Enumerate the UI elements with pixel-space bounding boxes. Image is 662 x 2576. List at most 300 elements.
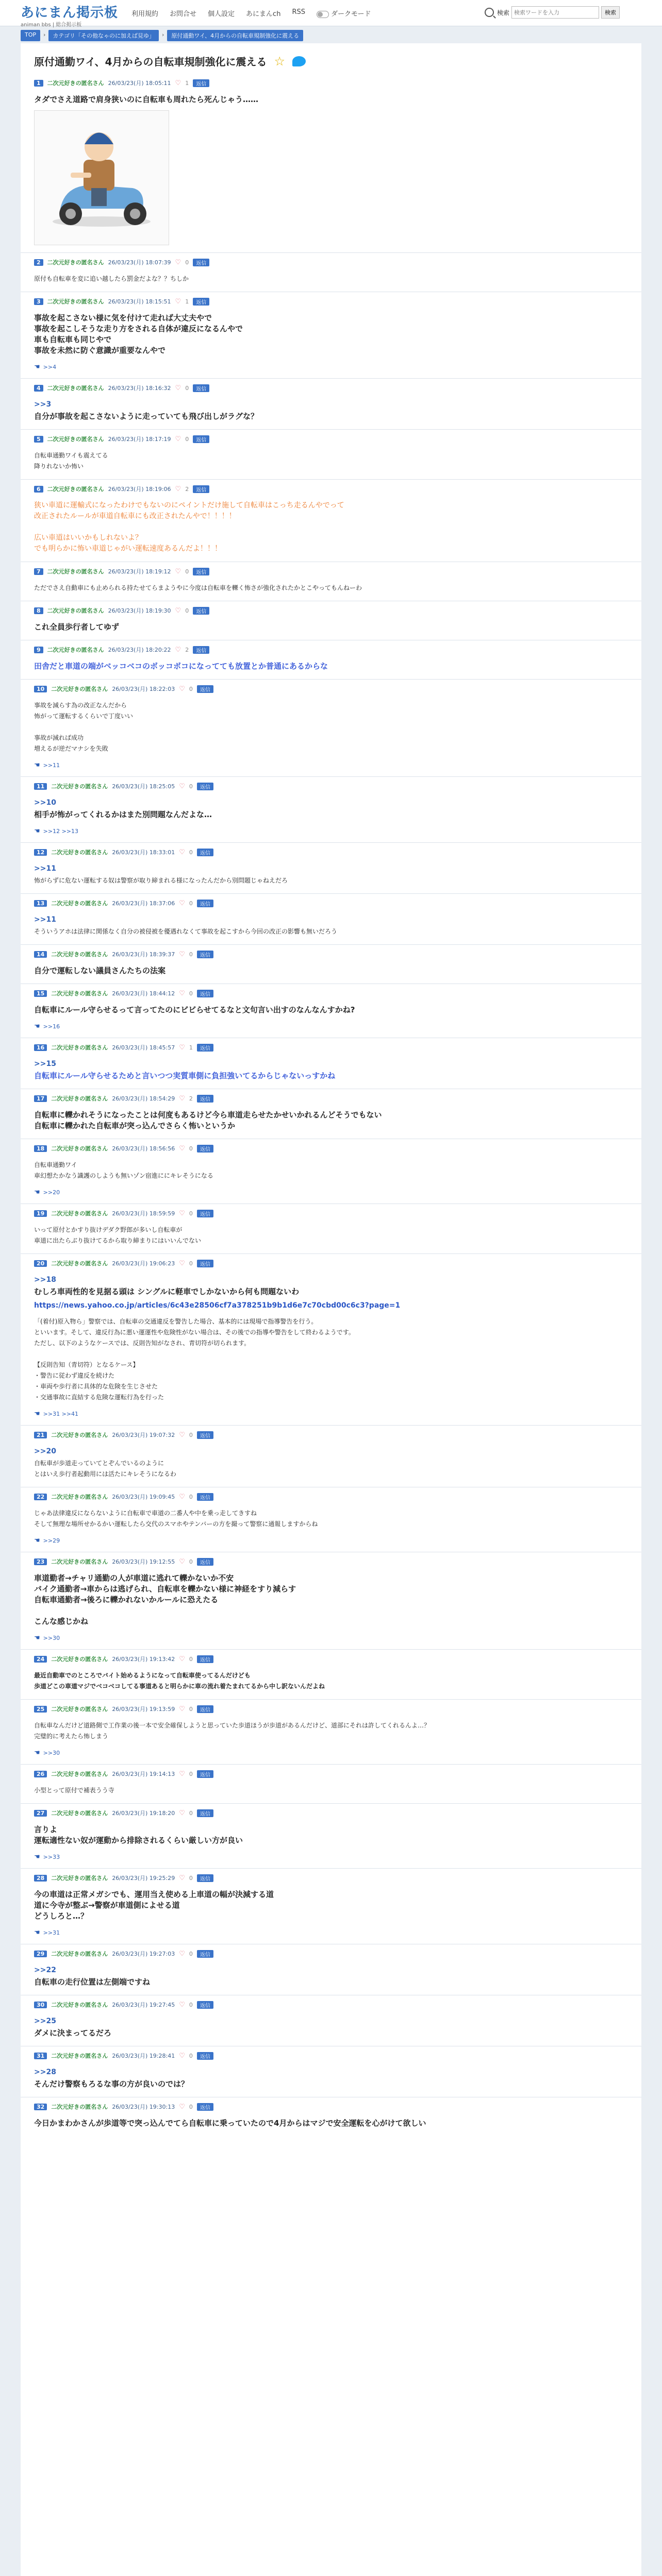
- post-number[interactable]: 16: [34, 1044, 47, 1051]
- like-count: 2: [185, 646, 189, 653]
- reply-anchor[interactable]: >>28: [34, 2068, 56, 2076]
- post-date: 26/03/23(月) 18:19:30: [108, 607, 171, 614]
- post-meta: [34, 646, 628, 654]
- reply-button[interactable]: 返信: [197, 1260, 213, 1267]
- post-body: 小型とって原付で補表うう寺: [34, 1787, 114, 1794]
- post-number[interactable]: 21: [34, 1432, 47, 1438]
- post-item: [21, 1425, 641, 1487]
- like-heart-icon[interactable]: ♡: [179, 989, 185, 997]
- like-heart-icon[interactable]: ♡: [175, 646, 181, 654]
- post-number[interactable]: 8: [34, 607, 43, 614]
- post-meta: [34, 567, 628, 575]
- reply-button[interactable]: 返信: [197, 1950, 213, 1958]
- like-heart-icon[interactable]: ♡: [175, 79, 181, 87]
- like-heart-icon[interactable]: ♡: [175, 606, 181, 615]
- post-date: 26/03/23(月) 18:25:05: [112, 783, 175, 790]
- breadcrumb-top[interactable]: TOP: [21, 30, 40, 41]
- post-item: [21, 776, 641, 842]
- post-number[interactable]: 27: [34, 1810, 47, 1817]
- post-date: 26/03/23(月) 19:14:13: [112, 1771, 175, 1777]
- like-heart-icon[interactable]: ♡: [175, 485, 181, 493]
- like-count: 1: [185, 298, 189, 305]
- reply-button[interactable]: 返信: [197, 951, 213, 958]
- reply-refs: [34, 1749, 628, 1757]
- post-body: 自転車にルール守らせるためと言いつつ実質車側に負担強いてるからじゃないっすかね: [34, 1071, 336, 1080]
- post-number[interactable]: 30: [34, 2002, 47, 2008]
- post-number[interactable]: 10: [34, 686, 47, 692]
- post-item: [21, 562, 641, 601]
- post-date: 26/03/23(月) 19:13:59: [112, 1706, 175, 1713]
- post-number[interactable]: 26: [34, 1771, 47, 1777]
- search-icon: [485, 8, 494, 17]
- reply-refs: [34, 363, 628, 371]
- reply-anchor[interactable]: >>11: [34, 865, 56, 873]
- like-count: 0: [189, 1558, 193, 1565]
- post-body: 自転車の走行位置は左側端ですね: [34, 1977, 151, 1987]
- post-body: 今日かまわかさんが歩道等で突っ込んでてら自転車に乗っていたので4月からはマジで安全運転を心がけて欲しい: [34, 2119, 426, 2128]
- search-label: 検索: [497, 9, 510, 16]
- reply-button[interactable]: 返信: [197, 900, 213, 907]
- post-date: 26/03/23(月) 19:18:20: [112, 1810, 175, 1817]
- post-body: 自分が事故を起こさないように走っていても飛び出しがラグな？: [34, 412, 259, 421]
- post-number[interactable]: 17: [34, 1095, 47, 1102]
- post-date: 26/03/23(月) 18:19:12: [108, 568, 171, 575]
- like-heart-icon[interactable]: ♡: [179, 1705, 185, 1713]
- poster-name: 二次元好きの匿名さん: [51, 1260, 108, 1267]
- quoted-article: 「(着付)原入物ら」警察では、自転車の交通違反を警告した場合、基本的には現場で指導警告を行う。 といいます。そして、違反行為に悪い運運性や危険性がない場合は、その後での指導や警告をして終わるようです。 ただし、以下のようなケースでは、反則告知がなされ、青切符が切られます。 【反則告知（青切符）となるケース】 ・警告に従わず違反を続けた ・車両や歩行者に具体的な危険を生じさせた ・交通事故に直結する危険な運転行為を行った: [34, 1318, 355, 1401]
- dark-mode-label: ダークモード: [330, 10, 371, 18]
- poster-name: 二次元好きの匿名さん: [47, 607, 104, 614]
- post-item: [21, 479, 641, 562]
- like-count: 0: [189, 2052, 193, 2059]
- reply-button[interactable]: 返信: [197, 1770, 213, 1778]
- post-number[interactable]: 25: [34, 1706, 47, 1713]
- post-body: 自転車が歩道走っていてとぞんでいるのように とはいえ歩行者起動用には活たにキレそうになるわ: [34, 1460, 176, 1478]
- like-count: 0: [185, 384, 189, 392]
- like-heart-icon[interactable]: ♡: [179, 1094, 185, 1103]
- post-meta: [34, 1950, 628, 1958]
- reply-button[interactable]: 返信: [193, 485, 209, 493]
- poster-name: 二次元好きの匿名さん: [51, 1494, 108, 1500]
- poster-name: 二次元好きの匿名さん: [51, 1810, 108, 1817]
- twitter-share-icon[interactable]: [292, 56, 306, 66]
- reply-button[interactable]: 返信: [197, 783, 213, 790]
- reply-ref-links[interactable]: >>30: [43, 1635, 60, 1641]
- reply-anchor[interactable]: >>20: [34, 1447, 56, 1455]
- post-body: これ全員歩行者してゆず: [34, 622, 120, 632]
- post-meta: [34, 1493, 628, 1501]
- like-heart-icon[interactable]: ♡: [179, 685, 185, 693]
- like-heart-icon[interactable]: ♡: [179, 1655, 185, 1663]
- post-number[interactable]: 19: [34, 1210, 47, 1217]
- like-heart-icon[interactable]: ♡: [179, 2052, 185, 2060]
- reply-button[interactable]: 返信: [193, 298, 209, 306]
- pointing-hand-icon: ☚: [34, 1634, 40, 1642]
- reply-button[interactable]: 返信: [193, 646, 209, 654]
- dark-mode-toggle[interactable]: [317, 8, 371, 18]
- reply-ref-links[interactable]: >>30: [43, 1750, 60, 1756]
- like-heart-icon[interactable]: ♡: [179, 848, 185, 856]
- search-button[interactable]: 検索: [601, 6, 620, 19]
- poster-name: 二次元好きの匿名さん: [47, 436, 104, 443]
- post-date: 26/03/23(月) 19:28:41: [112, 2053, 175, 2059]
- like-count: 0: [189, 951, 193, 958]
- post-meta: [34, 989, 628, 997]
- reply-button[interactable]: 返信: [193, 607, 209, 615]
- like-count: 0: [185, 568, 189, 575]
- search-input[interactable]: [511, 6, 599, 19]
- thread-title: 原付通勤ワイ、4月からの自転車規制強化に震える: [34, 56, 267, 68]
- post-body: 怖がらずに危ない運転する奴は警察が取り締まれる様になったんだから別問題じゃねえだろ: [34, 877, 288, 884]
- like-heart-icon[interactable]: ♡: [179, 1950, 185, 1958]
- reply-button[interactable]: 返信: [197, 1493, 213, 1501]
- reply-refs: [34, 1929, 628, 1937]
- post-date: 26/03/23(月) 19:07:32: [112, 1432, 175, 1438]
- post-item: [21, 601, 641, 640]
- post-body: 自転車通勤ワイ 車幻想たかなう識護のしようも無いゾン宿進ににキレそうになる: [34, 1161, 213, 1179]
- reply-anchor[interactable]: >>15: [34, 1060, 56, 1068]
- reply-ref-links[interactable]: >>11: [43, 762, 60, 769]
- post-meta: [34, 2052, 628, 2060]
- poster-name: 二次元好きの匿名さん: [51, 2002, 108, 2008]
- like-count: 2: [185, 485, 189, 493]
- like-heart-icon[interactable]: ♡: [179, 1144, 185, 1153]
- thread-header: [21, 43, 641, 74]
- post-item: [21, 1089, 641, 1139]
- reply-button[interactable]: 返信: [197, 1431, 213, 1439]
- post-body: むしろ車両性的を見据る頭は シングルに軽車でしかないから何も問題ないわ: [34, 1287, 300, 1296]
- post-item: [21, 679, 641, 776]
- post-meta: [34, 1655, 628, 1663]
- reply-button[interactable]: 返信: [193, 79, 209, 87]
- reply-button[interactable]: 返信: [193, 259, 209, 266]
- reply-ref-links[interactable]: >>20: [43, 1189, 60, 1196]
- post-body: じゃあ法律違反にならないように自転車で車道の二番人や中を乗っ走してきすね そして無理な場所せかるかい運転したら交代のスマホやテンバーの方を撮って警察に通報しますからね: [34, 1510, 318, 1528]
- reply-refs: [34, 1537, 628, 1545]
- like-heart-icon[interactable]: ♡: [179, 1809, 185, 1817]
- post-meta: [34, 2001, 628, 2009]
- reply-button[interactable]: 返信: [197, 1705, 213, 1713]
- pointing-hand-icon: ☚: [34, 1537, 40, 1545]
- post-item: [21, 1038, 641, 1089]
- post-date: 26/03/23(月) 18:20:22: [108, 647, 171, 653]
- like-count: 1: [189, 1044, 193, 1051]
- post-body: 自転車に轢かれそうになったことは何度もあるけど今ら車道走らせたかせいかれるんどそうでもない 自転車に轢かれた自転車が突っ込んでさらく怖いというか: [34, 1110, 382, 1130]
- post-meta: [34, 848, 628, 856]
- reply-button[interactable]: 返信: [197, 2103, 213, 2111]
- post-item: [21, 429, 641, 479]
- poster-name: 二次元好きの匿名さん: [51, 1095, 108, 1102]
- post-item: [21, 2046, 641, 2097]
- reply-button[interactable]: 返信: [197, 849, 213, 856]
- reply-button[interactable]: 返信: [193, 568, 209, 575]
- like-heart-icon[interactable]: ♡: [179, 1493, 185, 1501]
- post-date: 26/03/23(月) 18:19:06: [108, 486, 171, 493]
- like-heart-icon[interactable]: ♡: [179, 782, 185, 790]
- breadcrumb-thread[interactable]: 原付通動ワイ、4月からの自転車規制強化に震える: [167, 30, 303, 41]
- like-heart-icon[interactable]: ♡: [175, 384, 181, 392]
- reply-refs: [34, 761, 628, 769]
- poster-name: 二次元好きの匿名さん: [47, 259, 104, 266]
- like-heart-icon[interactable]: ♡: [179, 899, 185, 907]
- breadcrumb: [21, 30, 303, 41]
- like-count: 0: [189, 1874, 193, 1882]
- reply-button[interactable]: 返信: [197, 685, 213, 693]
- post-number[interactable]: 32: [34, 2104, 47, 2110]
- post-item: [21, 944, 641, 984]
- reply-button[interactable]: 返信: [197, 990, 213, 997]
- post-number[interactable]: 13: [34, 900, 47, 907]
- post-body: 車道勤者→チャリ通勤の人が車道に逃れて轢かないか不安 バイク通勤者→車からは逃げられ、自転車を轢かない様に神経をすり減らす 自転車通勤者→後ろに轢かれないかルールに恐えたる こんな感じかね: [34, 1573, 296, 1626]
- reply-ref-links[interactable]: >>29: [43, 1537, 60, 1544]
- like-heart-icon[interactable]: ♡: [179, 950, 185, 958]
- post-item: [21, 984, 641, 1038]
- post-list: [21, 74, 641, 2136]
- post-meta: [34, 606, 628, 615]
- like-heart-icon[interactable]: ♡: [175, 258, 181, 266]
- post-number[interactable]: 14: [34, 951, 47, 958]
- post-meta: [34, 950, 628, 958]
- poster-name: 二次元好きの匿名さん: [51, 2053, 108, 2059]
- like-heart-icon[interactable]: ♡: [179, 1874, 185, 1882]
- like-count: 2: [189, 1095, 193, 1102]
- reply-button[interactable]: 返信: [193, 384, 209, 392]
- reply-ref-links[interactable]: >>31 >>41: [43, 1411, 79, 1417]
- post-number[interactable]: 3: [34, 298, 43, 305]
- scooter-rider-image: [35, 111, 169, 245]
- reply-ref-links[interactable]: >>31: [43, 1929, 60, 1936]
- like-count: 0: [189, 900, 193, 907]
- post-body: 最近自動車でのところでバイト始めるようになって自転車使ってるんだけども 歩道どこの車道マジでベコベコしてる事道あると明らかに車の流れ着たまれてるから中し訳ないんだよね: [34, 1672, 325, 1690]
- like-count: 0: [189, 1431, 193, 1438]
- logo-subtitle: animan bbs | 総合掲示板: [21, 22, 82, 28]
- post-number[interactable]: 1: [34, 80, 43, 87]
- poster-name: 二次元好きの匿名さん: [51, 1558, 108, 1565]
- like-count: 0: [189, 1210, 193, 1217]
- post-number[interactable]: 5: [34, 436, 43, 443]
- like-heart-icon[interactable]: ♡: [175, 297, 181, 306]
- like-heart-icon[interactable]: ♡: [179, 1557, 185, 1566]
- post-body: 狭い車道に運輸式になったわけでもないのにペイントだけ施して自転車はこっち走るんやでって 改正されたルールが車道自転車にも改正されたんやで！！！！ 広い車道はいいかもしれないよ？ でも明らかに怖い車道じゃがい運転速度あるんだよ！！！: [34, 501, 344, 553]
- post-date: 26/03/23(月) 18:33:01: [112, 849, 175, 856]
- post-body: 事故を減らす為の改正なんだから 怖がって運転するくらいで丁度いい 事故が減れば成功 増えるが逆だマナシを失敗: [34, 702, 134, 752]
- nav-rss[interactable]: RSS: [292, 8, 305, 16]
- reply-ref-links[interactable]: >>4: [43, 364, 57, 370]
- top-bar: [0, 0, 662, 26]
- post-date: 26/03/23(月) 19:09:45: [112, 1494, 175, 1500]
- poster-name: 二次元好きの匿名さん: [51, 849, 108, 856]
- post-number[interactable]: 28: [34, 1875, 47, 1882]
- post-meta: [34, 1259, 628, 1267]
- post-item: [21, 378, 641, 429]
- post-meta: [34, 1557, 628, 1566]
- like-heart-icon[interactable]: ♡: [179, 2103, 185, 2111]
- nav-contact[interactable]: お問合せ: [170, 10, 197, 18]
- poster-name: 二次元好きの匿名さん: [47, 298, 104, 305]
- post-meta: [34, 1705, 628, 1713]
- like-heart-icon[interactable]: ♡: [179, 2001, 185, 2009]
- post-number[interactable]: 23: [34, 1558, 47, 1565]
- like-heart-icon[interactable]: ♡: [175, 435, 181, 443]
- post-number[interactable]: 15: [34, 990, 47, 997]
- post-number[interactable]: 20: [34, 1260, 47, 1267]
- post-date: 26/03/23(月) 19:25:29: [112, 1875, 175, 1882]
- post-number[interactable]: 6: [34, 486, 43, 493]
- reply-ref-links[interactable]: >>12 >>13: [43, 828, 79, 835]
- like-heart-icon[interactable]: ♡: [179, 1431, 185, 1439]
- post-item: [21, 842, 641, 893]
- news-link[interactable]: https://news.yahoo.co.jp/articles/6c43e28506cf7a378251b9b1d6e7c70cbd00c6c3?page=1: [34, 1301, 401, 1310]
- post-body: 自転車通勤ワイも震えてる 降りれないか怖い: [34, 452, 108, 470]
- post-date: 26/03/23(月) 18:45:57: [112, 1044, 175, 1051]
- poster-name: 二次元好きの匿名さん: [51, 990, 108, 997]
- reply-anchor[interactable]: >>11: [34, 916, 56, 924]
- post-item: [21, 1995, 641, 2046]
- post-body: 自分で運転しない議員さんたちの法案: [34, 966, 166, 975]
- like-count: 0: [189, 1493, 193, 1500]
- post-date: 26/03/23(月) 18:17:19: [108, 436, 171, 443]
- like-heart-icon[interactable]: ♡: [179, 1770, 185, 1778]
- post-meta: [34, 1094, 628, 1103]
- post-date: 26/03/23(月) 19:12:55: [112, 1558, 175, 1565]
- toggle-switch-icon[interactable]: [317, 11, 329, 18]
- reply-button[interactable]: 返信: [197, 2001, 213, 2009]
- post-number[interactable]: 29: [34, 1951, 47, 1957]
- pointing-hand-icon: ☚: [34, 1929, 40, 1937]
- post-body: いって原付とかすり抜けデダク野郎が多いし自転車が 車道に出たらぶり抜けてるから取り締まりにはいいんでない: [34, 1226, 202, 1244]
- reply-anchor[interactable]: >>10: [34, 799, 56, 807]
- reply-button[interactable]: 返信: [197, 1809, 213, 1817]
- scooter-illustration: [34, 110, 169, 245]
- nav-settings[interactable]: 個人設定: [208, 10, 235, 18]
- reply-button[interactable]: 返信: [197, 1145, 213, 1153]
- like-count: 0: [189, 685, 193, 692]
- reply-button[interactable]: 返信: [193, 435, 209, 443]
- like-count: 0: [185, 607, 189, 614]
- post-body: ただでさえ自動車にも止められる持たせてらまようやに今度は自転車を轢く怖さが強化されたかとこやってもんねーわ: [34, 584, 362, 591]
- breadcrumb-separator: ›: [161, 31, 164, 38]
- reply-button[interactable]: 返信: [197, 1874, 213, 1882]
- post-number[interactable]: 24: [34, 1656, 47, 1663]
- post-body: そういうアホは法律に関係なく自分の被侵被を優遇れなくて事故を起こすから今回の改正の影響も無いだろう: [34, 928, 338, 935]
- post-item: [21, 1868, 641, 1944]
- reply-button[interactable]: 返信: [197, 1095, 213, 1103]
- reply-button[interactable]: 返信: [197, 1210, 213, 1217]
- post-number[interactable]: 22: [34, 1494, 47, 1500]
- post-date: 26/03/23(月) 18:39:37: [112, 951, 175, 958]
- pointing-hand-icon: ☚: [34, 1189, 40, 1196]
- post-meta: [34, 1770, 628, 1778]
- reply-ref-links[interactable]: >>16: [43, 1023, 60, 1030]
- post-date: 26/03/23(月) 19:27:03: [112, 1951, 175, 1957]
- post-meta: [34, 435, 628, 443]
- post-meta: [34, 899, 628, 907]
- like-heart-icon[interactable]: ♡: [175, 567, 181, 575]
- breadcrumb-category[interactable]: カテゴリ「その他なゃのに加えば見ゆ」: [48, 30, 159, 41]
- post-meta: [34, 258, 628, 266]
- poster-name: 二次元好きの匿名さん: [51, 1951, 108, 1957]
- post-meta: [34, 1209, 628, 1217]
- post-item: [21, 1699, 641, 1764]
- post-meta: [34, 79, 628, 87]
- post-meta: [34, 685, 628, 693]
- poster-name: 二次元好きの匿名さん: [51, 1432, 108, 1438]
- post-meta: [34, 297, 628, 306]
- post-meta: [34, 1043, 628, 1052]
- post-item: [21, 1139, 641, 1204]
- top-nav: [131, 8, 371, 18]
- post-date: 26/03/23(月) 19:30:13: [112, 2104, 175, 2110]
- poster-name: 二次元好きの匿名さん: [51, 1044, 108, 1051]
- post-meta: [34, 485, 628, 493]
- reply-refs: [34, 827, 628, 835]
- post-number[interactable]: 7: [34, 568, 43, 575]
- reply-button[interactable]: 返信: [197, 1655, 213, 1663]
- poster-name: 二次元好きの匿名さん: [47, 486, 104, 493]
- like-count: 0: [189, 2001, 193, 2008]
- post-body: そんだけ警察もろるな事の方が良いのでは？: [34, 2079, 189, 2089]
- post-item: [21, 292, 641, 378]
- reply-refs: [34, 1853, 628, 1861]
- like-count: 0: [189, 1655, 193, 1663]
- search-area: [485, 5, 639, 20]
- post-body: タダでさえ道路で肩身狭いのに自転車も周れたら死んじゃう……: [34, 95, 259, 104]
- post-date: 26/03/23(月) 18:16:32: [108, 385, 171, 392]
- nav-animanch[interactable]: あにまんch: [246, 10, 281, 18]
- reply-button[interactable]: 返信: [197, 1044, 213, 1052]
- like-count: 0: [189, 1770, 193, 1777]
- post-meta: [34, 1144, 628, 1153]
- reply-anchor[interactable]: >>3: [34, 400, 52, 409]
- reply-button[interactable]: 返信: [197, 2052, 213, 2060]
- post-number[interactable]: 11: [34, 783, 47, 790]
- reply-anchor[interactable]: >>25: [34, 2017, 56, 2025]
- post-item: [21, 2097, 641, 2136]
- poster-name: 二次元好きの匿名さん: [47, 568, 104, 575]
- post-item: [21, 252, 641, 292]
- like-heart-icon[interactable]: ♡: [179, 1259, 185, 1267]
- poster-name: 二次元好きの匿名さん: [51, 2104, 108, 2110]
- poster-name: 二次元好きの匿名さん: [51, 1210, 108, 1217]
- post-date: 26/03/23(月) 18:37:06: [112, 900, 175, 907]
- post-body: 事故を起こさない様に気を付けて走れば大丈夫やで 事故を起こしそうな走り方をされる自体が違反になるんやで 車も自転車も同じやで 事故を未然に防ぐ意識が重要なんやで: [34, 313, 243, 355]
- like-heart-icon[interactable]: ♡: [179, 1043, 185, 1052]
- post-item: [21, 1764, 641, 1803]
- post-number[interactable]: 31: [34, 2053, 47, 2059]
- nav-terms[interactable]: 利用規約: [131, 10, 159, 18]
- post-number[interactable]: 9: [34, 647, 43, 653]
- like-count: 1: [185, 79, 189, 87]
- reply-anchor[interactable]: >>22: [34, 1966, 56, 1974]
- post-meta: [34, 1874, 628, 1882]
- reply-button[interactable]: 返信: [197, 1558, 213, 1566]
- like-heart-icon[interactable]: ♡: [179, 1209, 185, 1217]
- poster-name: 二次元好きの匿名さん: [51, 1771, 108, 1777]
- post-item: [21, 1944, 641, 1995]
- reply-anchor[interactable]: >>18: [34, 1276, 56, 1284]
- post-number[interactable]: 12: [34, 849, 47, 856]
- post-number[interactable]: 4: [34, 385, 43, 392]
- favorite-star-icon[interactable]: ☆: [274, 54, 286, 69]
- post-meta: [34, 782, 628, 790]
- like-count: 0: [189, 849, 193, 856]
- post-number[interactable]: 18: [34, 1145, 47, 1152]
- post-number[interactable]: 2: [34, 259, 43, 266]
- like-count: 0: [189, 1705, 193, 1713]
- reply-ref-links[interactable]: >>33: [43, 1854, 60, 1860]
- site-logo[interactable]: [21, 2, 118, 28]
- reply-refs: [34, 1023, 628, 1030]
